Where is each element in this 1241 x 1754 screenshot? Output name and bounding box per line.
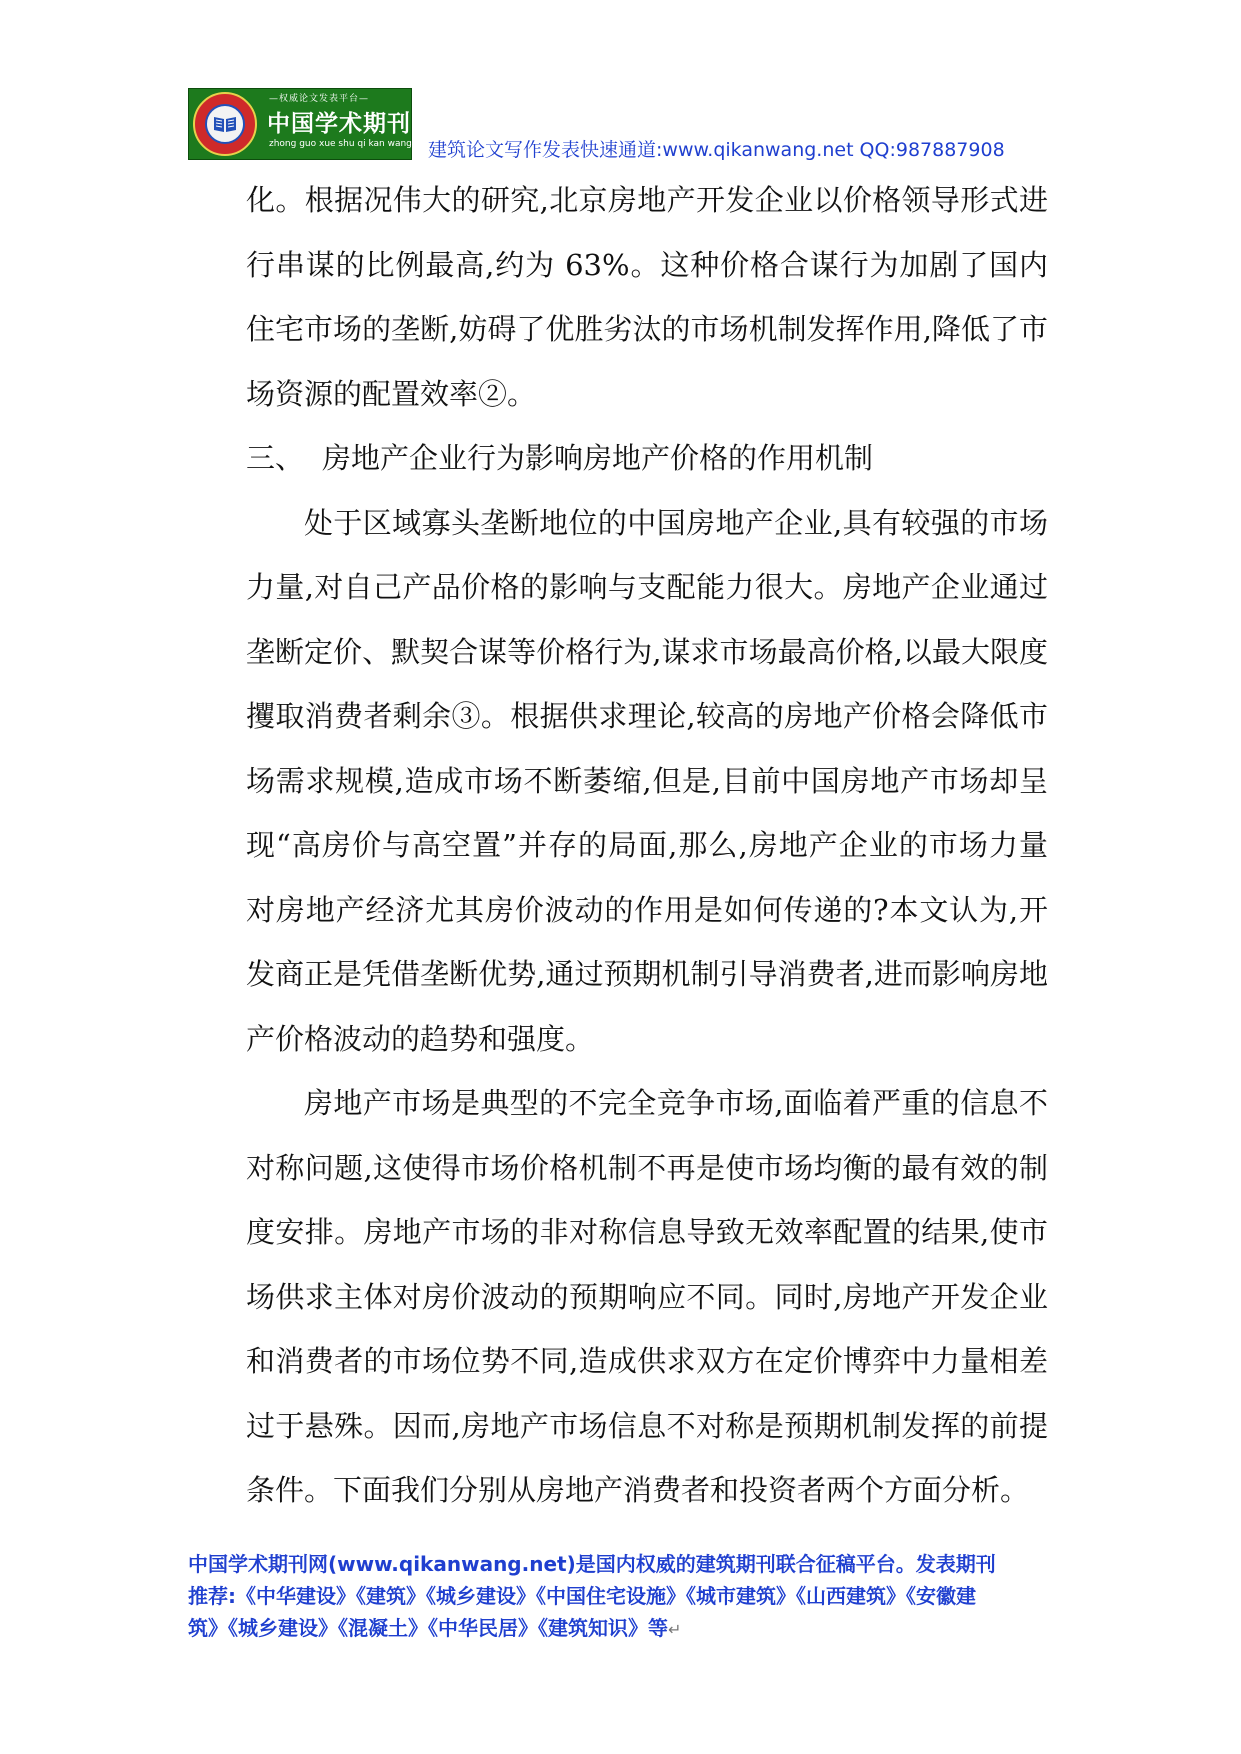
- paragraph: 化。根据况伟大的研究,北京房地产开发企业以价格领导形式进行串谋的比例最高,约为 63%。这种价格合谋行为加剧了国内住宅市场的垄断,妨碍了优胜劣汰的市场机制发挥作用,降低了市场资源的配置效率②。: [246, 183, 1048, 411]
- footer-line-last: [188, 1612, 1048, 1646]
- logo-title: 中国学术期刊网: [267, 111, 435, 137]
- site-logo[interactable]: [188, 88, 435, 160]
- paragraph: 处于区域寡头垄断地位的中国房地产企业,具有较强的市场力量,对自己产品价格的影响与支配能力很大。房地产企业通过垄断定价、默契合谋等价格行为,谋求市场最高价格,以最大限度攫取消费者剩余③。根据供求理论,较高的房地产价格会降低市场需求规模,造成市场不断萎缩,但是,目前中国房地产市场却呈现“高房价与高空置”并存的局面,那么,房地产企业的市场力量对房地产经济尤其房价波动的作用是如何传递的?本文认为,开发商正是凭借垄断优势,通过预期机制引导消费者,进而影响房地产价格波动的趋势和强度。: [246, 505, 1048, 1056]
- return-mark-icon: ↵: [668, 1620, 682, 1639]
- section-number: 三、: [246, 441, 305, 475]
- footer-line: 推荐:《中华建设》《建筑》《城乡建设》《中国住宅设施》《城市建筑》《山西建筑》《安徽建: [188, 1584, 976, 1608]
- book-icon: [213, 115, 237, 133]
- footer-line-text: 筑》《城乡建设》《混凝土》《中华民居》《建筑知识》等: [188, 1616, 668, 1640]
- article-body: [246, 168, 1048, 1523]
- header-link[interactable]: 建筑论文写作发表快速通道:www.qikanwang.net QQ:987887908: [428, 139, 1005, 161]
- footer-line: 中国学术期刊网(www.qikanwang.net)是国内权威的建筑期刊联合征稿平台。发表期刊: [188, 1552, 996, 1576]
- section-title: 房地产企业行为影响房地产价格的作用机制: [322, 441, 874, 475]
- paragraph: 房地产市场是典型的不完全竞争市场,面临着严重的信息不对称问题,这使得市场价格机制不再是使市场均衡的最有效的制度安排。房地产市场的非对称信息导致无效率配置的结果,使市场供求主体对房价波动的预期响应不同。同时,房地产开发企业和消费者的市场位势不同,造成供求双方在定价博弈中力量相差过于悬殊。因而,房地产市场信息不对称是预期机制发挥的前提条件。下面我们分别从房地产消费者和投资者两个方面分析。: [246, 1086, 1048, 1507]
- logo-tagline: —权威论文发表平台—: [269, 94, 370, 104]
- section-heading: [246, 426, 1048, 491]
- footer-notice: [188, 1548, 1048, 1646]
- logo-emblem: [193, 92, 257, 156]
- logo-emblem-inner: [205, 104, 245, 144]
- logo-pinyin: zhong guo xue shu qi kan wang: [269, 139, 412, 149]
